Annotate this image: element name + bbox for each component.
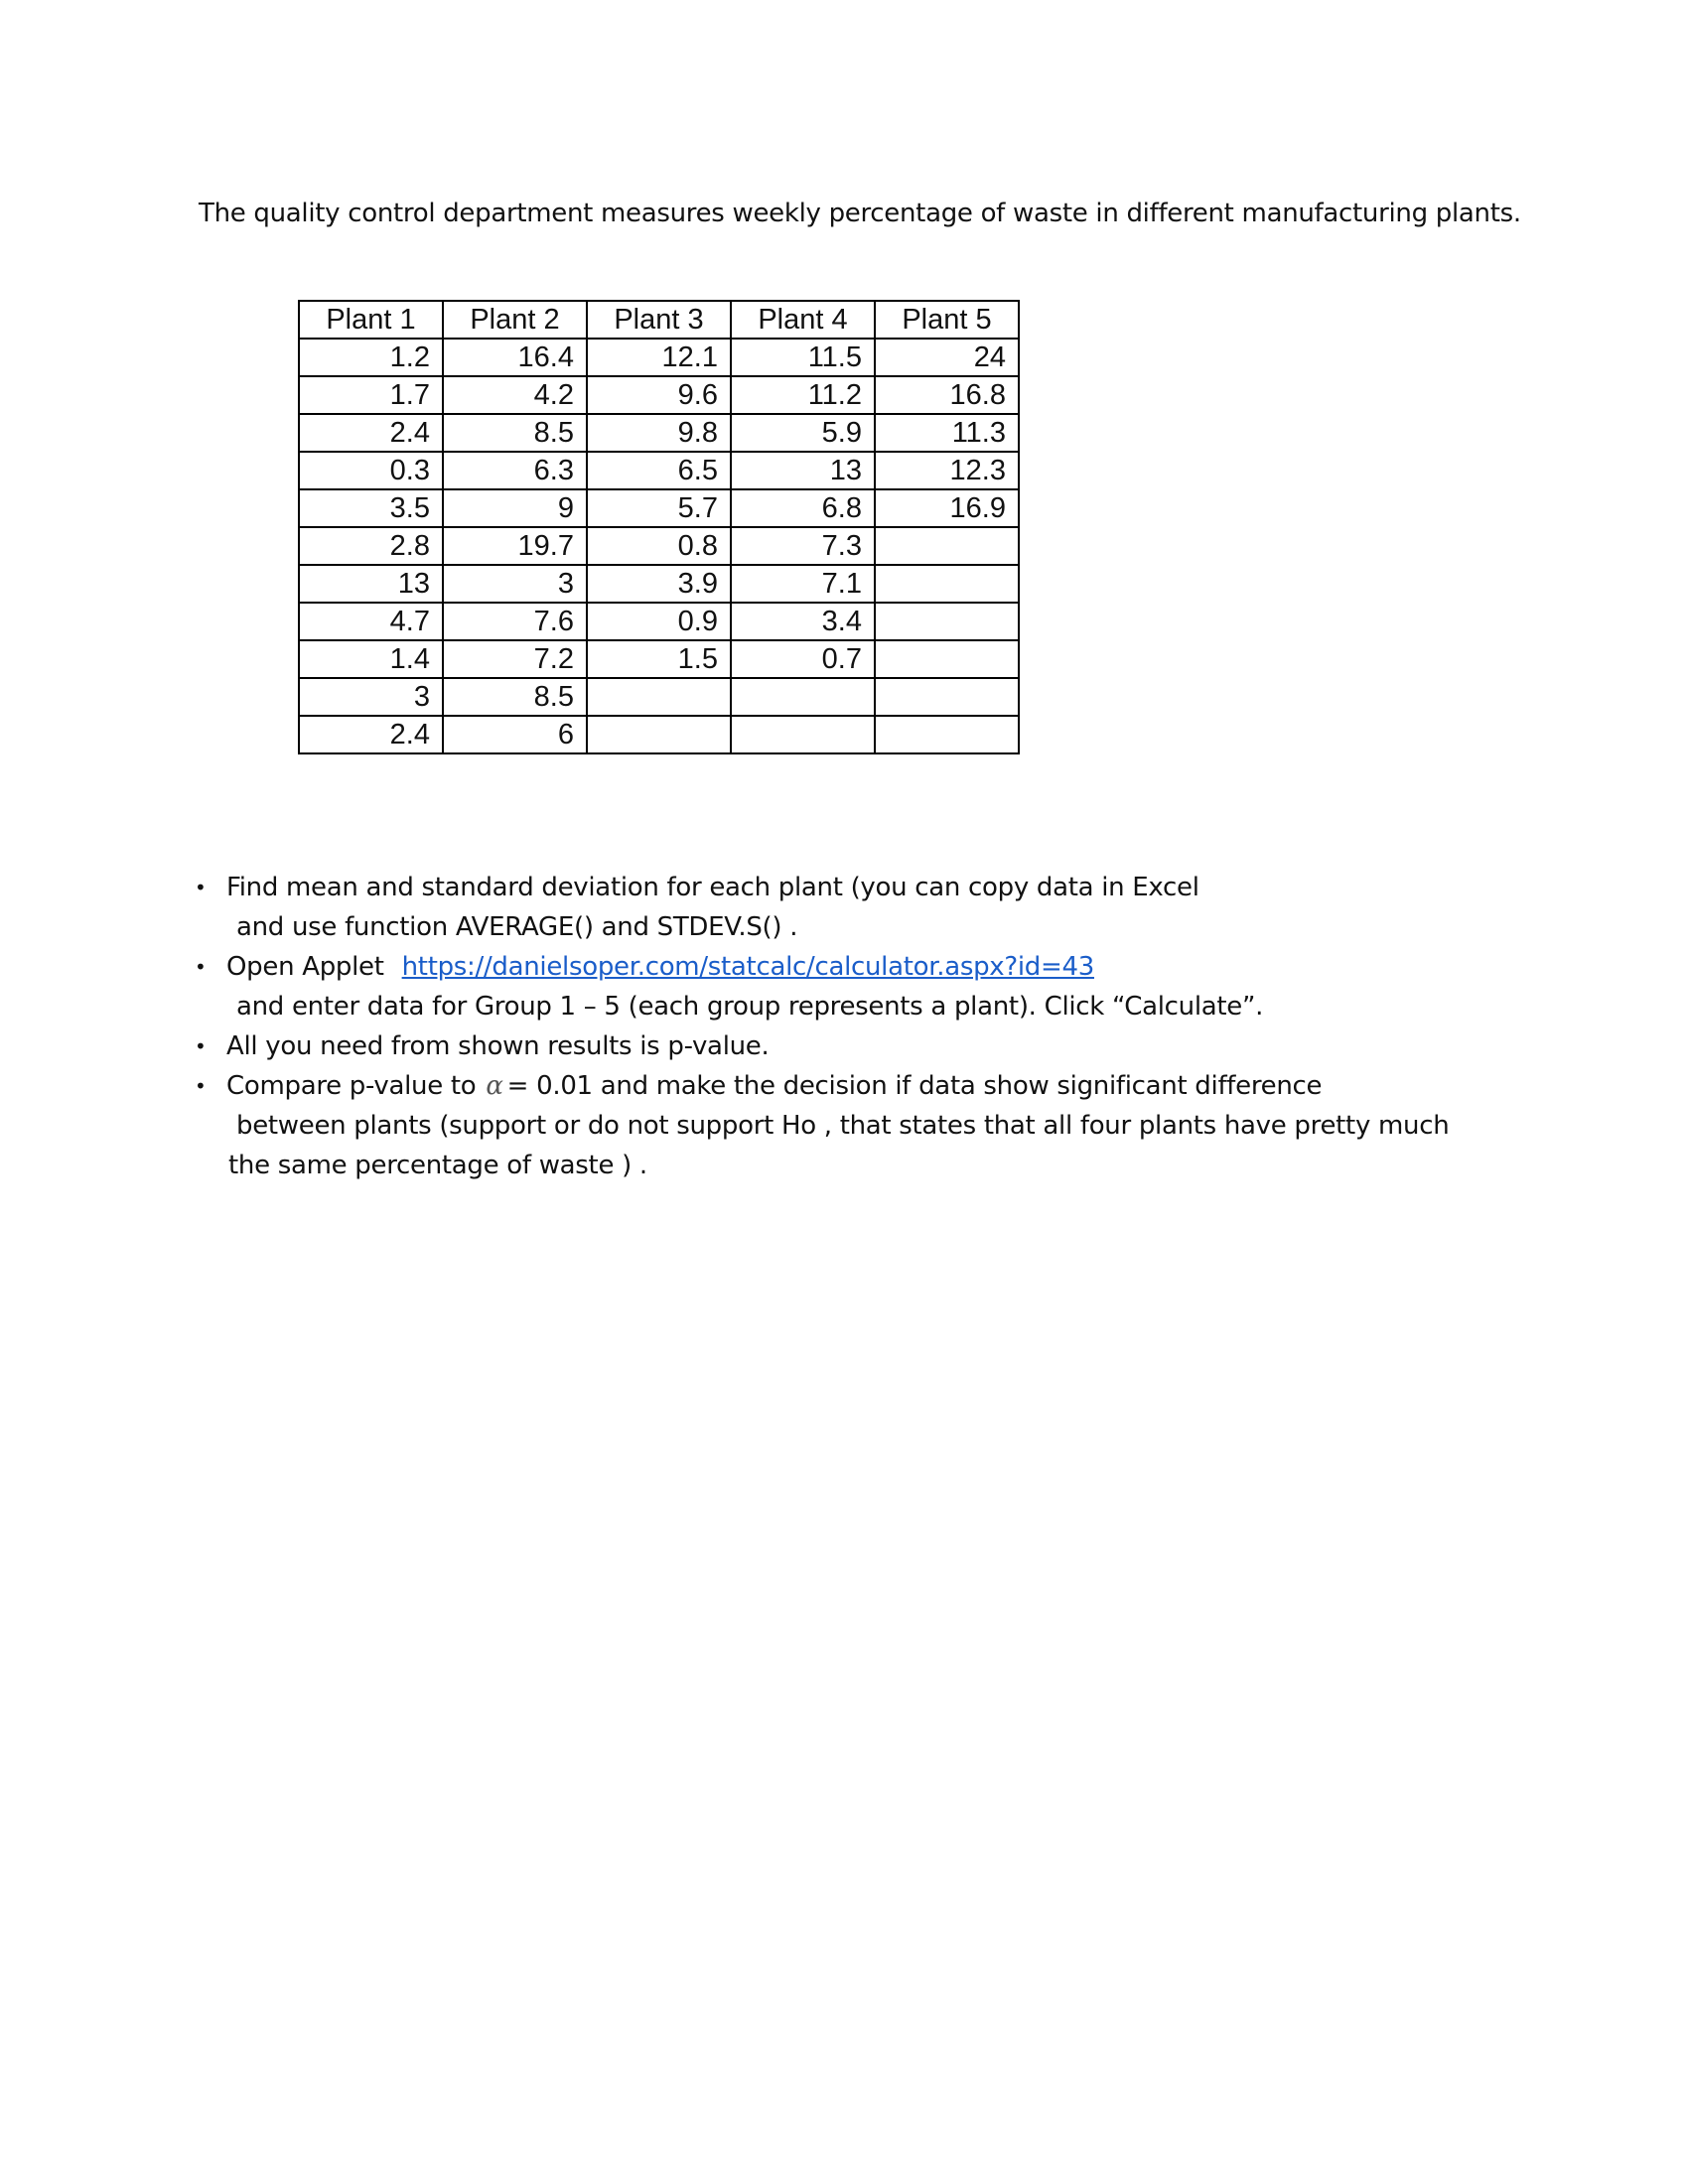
table-cell: 6.3 [443,452,587,489]
table-cell: 3 [443,565,587,603]
table-cell: 11.3 [875,414,1019,452]
instruction-continuation: and use function AVERAGE() and STDEV.S() . [236,912,798,942]
table-cell: 7.3 [731,527,875,565]
table-cell: 12.1 [587,339,731,376]
table-cell [875,716,1019,753]
bullet-icon: • [195,1074,207,1098]
table-cell: 0.9 [587,603,731,640]
instruction-text: Open Applet [226,952,384,982]
table-cell: 6.8 [731,489,875,527]
instruction-continuation: the same percentage of waste ) . [228,1151,647,1180]
list-item [195,1026,1485,1066]
table-cell [731,678,875,716]
table-cell: 5.7 [587,489,731,527]
table-cell [875,640,1019,678]
table-cell: 2.8 [299,527,443,565]
table-cell: 9 [443,489,587,527]
table-cell: 13 [299,565,443,603]
table-cell [587,716,731,753]
table-cell: 6 [443,716,587,753]
table-cell: 16.8 [875,376,1019,414]
table-cell: 16.4 [443,339,587,376]
table-body [299,339,1019,753]
table-cell: 3.5 [299,489,443,527]
intro-paragraph: The quality control department measures weekly percentage of waste in different manufacturing plants. [199,199,1521,228]
instruction-text: Compare p-value to [226,1071,477,1101]
table-cell: 9.8 [587,414,731,452]
table-row [299,452,1019,489]
table-cell: 7.2 [443,640,587,678]
table-cell: 12.3 [875,452,1019,489]
table-cell [875,678,1019,716]
bullet-icon: • [195,876,207,899]
bullet-icon: • [195,1034,207,1058]
table-row [299,603,1019,640]
table-cell: 5.9 [731,414,875,452]
table-cell: 2.4 [299,414,443,452]
table-cell: 11.5 [731,339,875,376]
table-row [299,339,1019,376]
table-cell: 2.4 [299,716,443,753]
bullet-icon: • [195,955,207,979]
table-row [299,376,1019,414]
table-cell [875,603,1019,640]
table-cell: 9.6 [587,376,731,414]
table-cell: 19.7 [443,527,587,565]
instruction-text: Find mean and standard deviation for each plant (you can copy data in Excel [226,873,1199,902]
applet-link[interactable]: https://danielsoper.com/statcalc/calculator.aspx?id=43 [401,952,1094,982]
alpha-symbol: α [486,1071,503,1101]
table-cell: 0.8 [587,527,731,565]
table-cell: 7.1 [731,565,875,603]
list-item [195,1066,1485,1106]
waste-data-table [298,300,1020,754]
table-cell: 3.9 [587,565,731,603]
table-cell: 1.2 [299,339,443,376]
table-cell: 1.4 [299,640,443,678]
column-header-plant-3: Plant 3 [587,301,731,339]
table-cell [587,678,731,716]
table-cell: 3 [299,678,443,716]
table-header-row [299,301,1019,339]
table-row [299,716,1019,753]
table-cell: 13 [731,452,875,489]
column-header-plant-4: Plant 4 [731,301,875,339]
instruction-text: All you need from shown results is p-value. [226,1031,770,1061]
table-row [299,565,1019,603]
column-header-plant-2: Plant 2 [443,301,587,339]
table-cell: 4.2 [443,376,587,414]
table-cell: 3.4 [731,603,875,640]
table-cell: 24 [875,339,1019,376]
table-row [299,640,1019,678]
column-header-plant-1: Plant 1 [299,301,443,339]
table-cell: 1.5 [587,640,731,678]
table-cell: 8.5 [443,678,587,716]
table-cell [875,527,1019,565]
table-cell [731,716,875,753]
instruction-text: = 0.01 and make the decision if data show significant difference [506,1071,1323,1101]
column-header-plant-5: Plant 5 [875,301,1019,339]
table-cell: 16.9 [875,489,1019,527]
table-row [299,414,1019,452]
instruction-list [195,868,1485,1185]
table-row [299,678,1019,716]
table-cell: 0.3 [299,452,443,489]
instruction-continuation: between plants (support or do not support Ho , that states that all four plants have pretty much [236,1111,1450,1141]
list-item [195,868,1485,907]
list-item [195,947,1485,987]
table-cell: 7.6 [443,603,587,640]
table-cell: 6.5 [587,452,731,489]
table-row [299,527,1019,565]
instruction-continuation: and enter data for Group 1 – 5 (each group represents a plant). Click “Calculate”. [236,992,1264,1022]
table-cell: 1.7 [299,376,443,414]
table-row [299,489,1019,527]
table-cell: 4.7 [299,603,443,640]
table-cell: 0.7 [731,640,875,678]
table-cell: 8.5 [443,414,587,452]
table-cell: 11.2 [731,376,875,414]
table-cell [875,565,1019,603]
